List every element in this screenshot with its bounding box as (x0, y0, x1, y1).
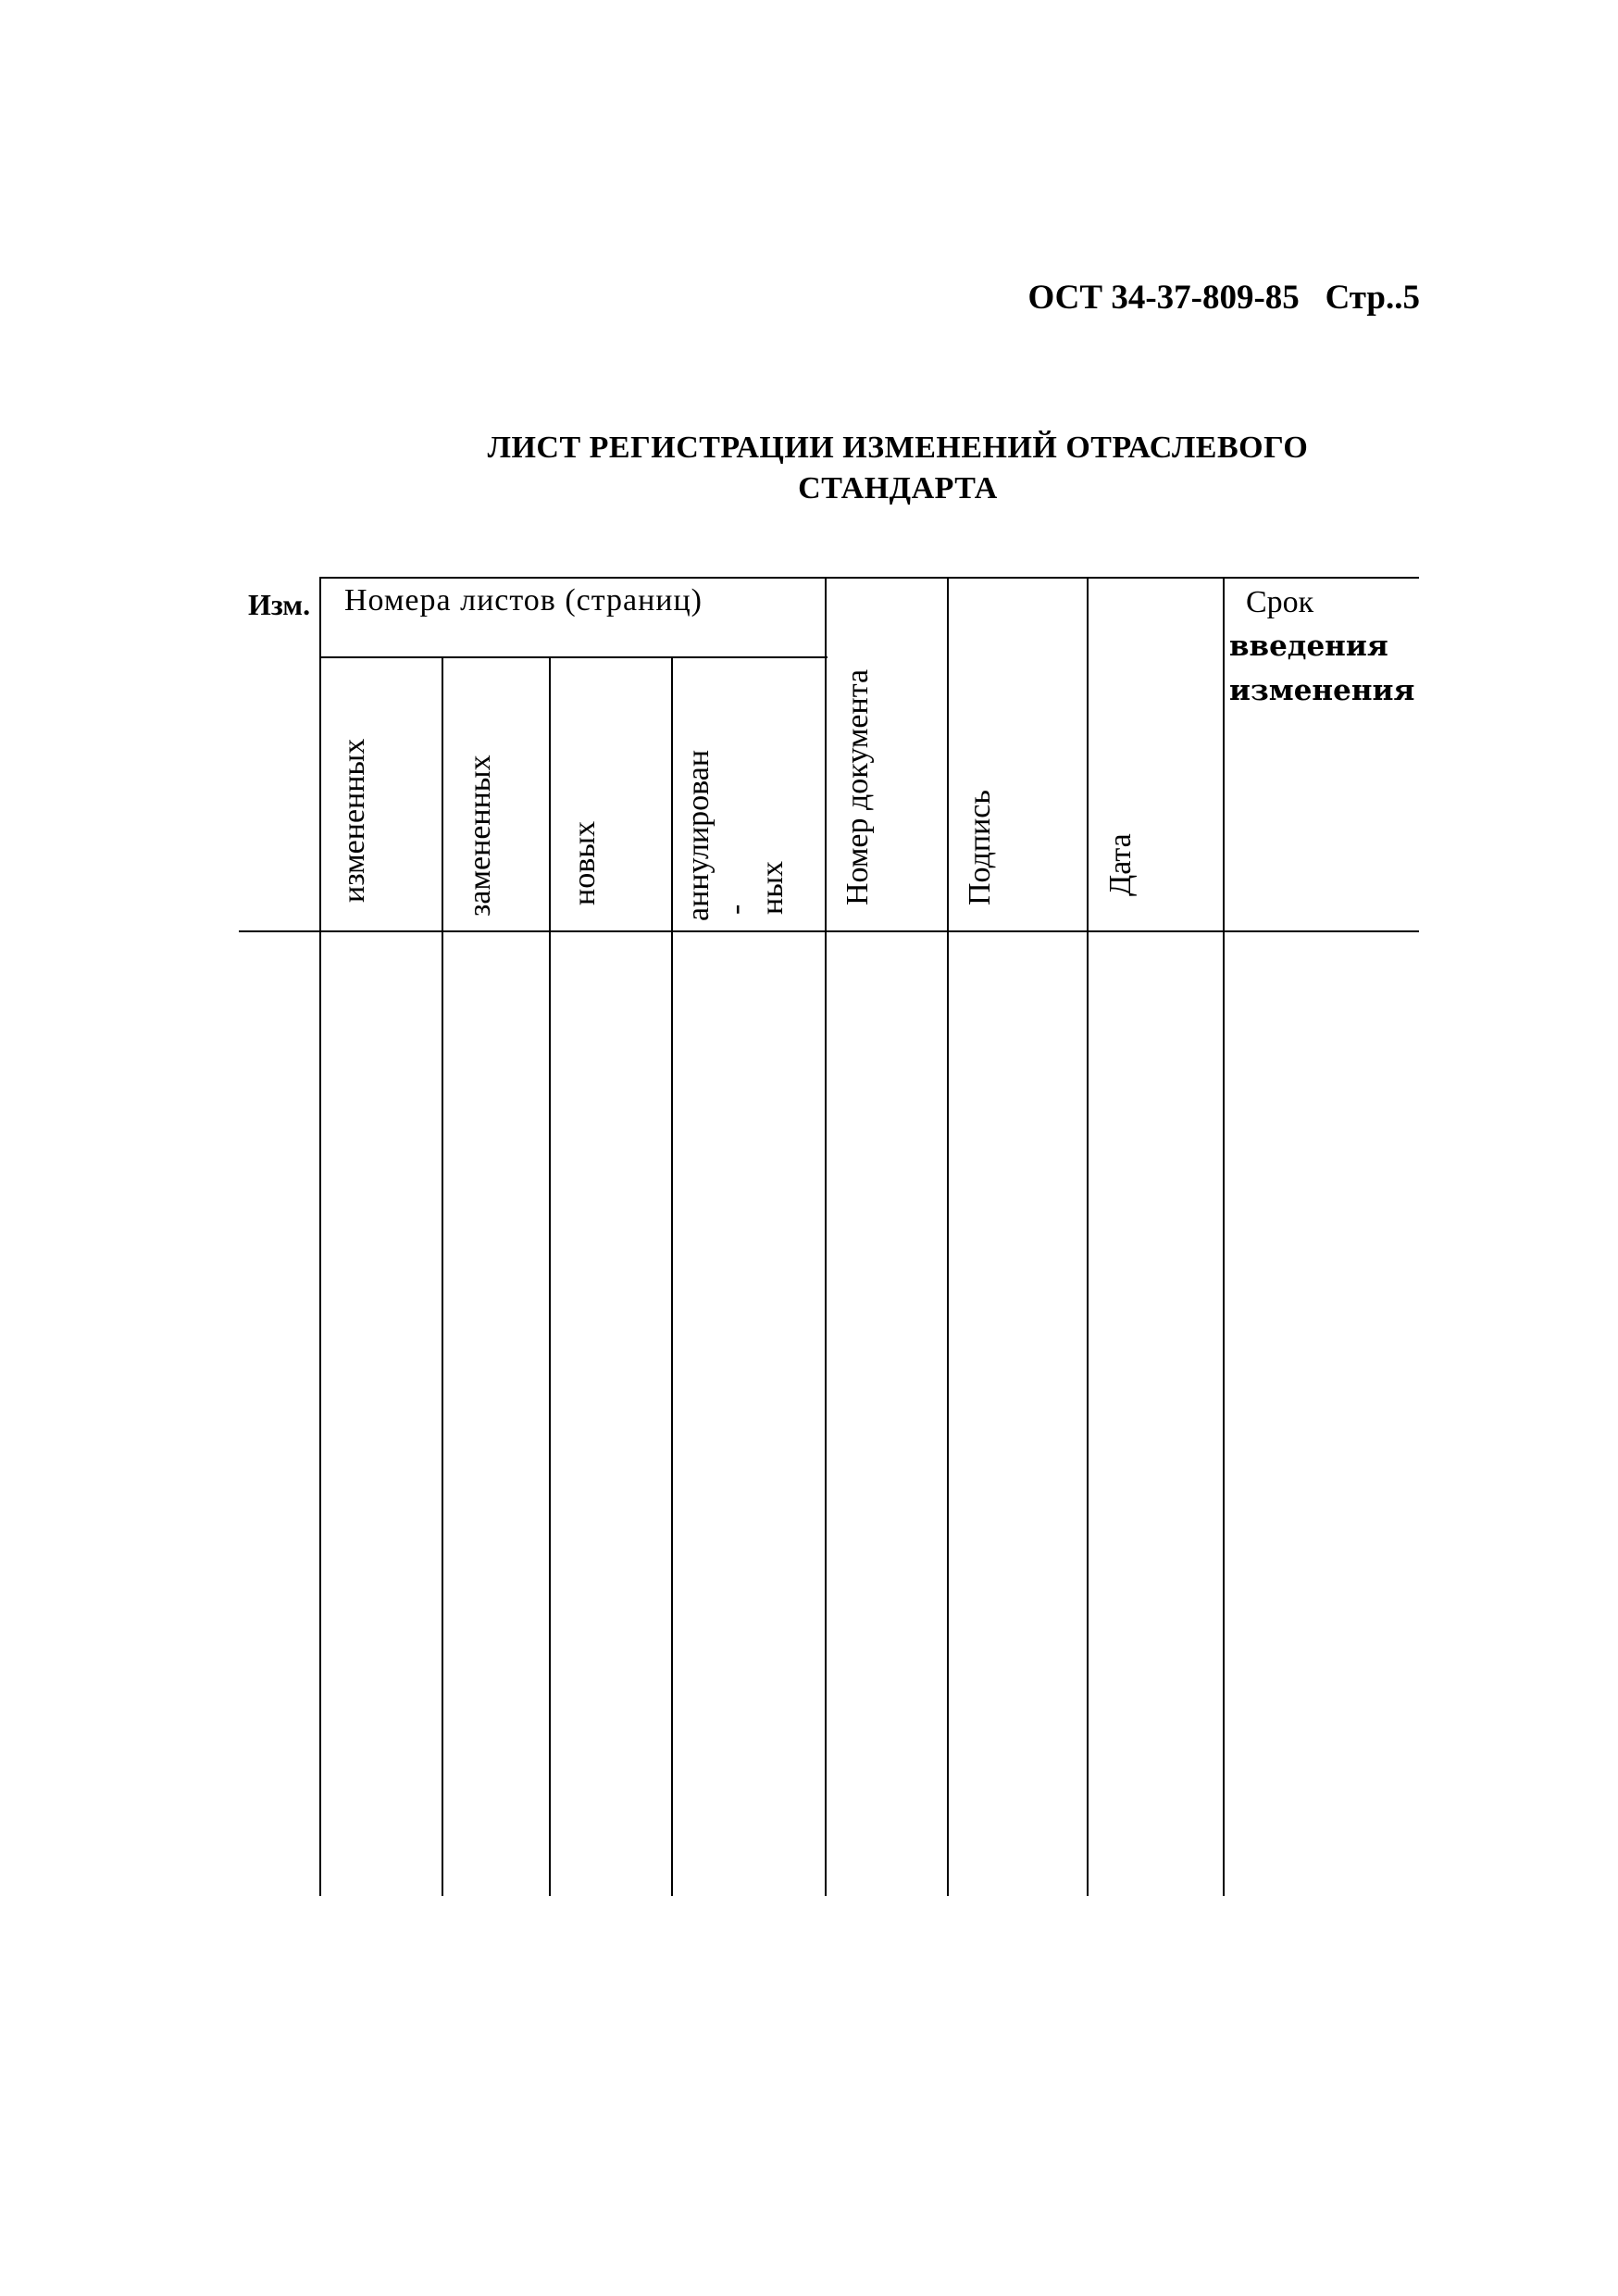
col-header-term-line2: введения (1229, 630, 1388, 663)
subheader-annulled-line1: аннулирован (681, 749, 716, 921)
col-header-signature: Подпись (963, 790, 997, 905)
standard-code: ОСТ 34-37-809-85 (1027, 279, 1300, 317)
col-divider-4 (671, 656, 673, 1896)
col-divider-8 (1223, 577, 1225, 1896)
col-divider-3 (549, 656, 551, 1896)
col-header-doc-number: Номер документа (840, 668, 875, 905)
col-divider-1 (319, 577, 321, 1896)
col-divider-5 (825, 577, 827, 1896)
page-number: Стр..5 (1325, 279, 1420, 317)
subheader-replaced: замененных (463, 755, 497, 917)
sheets-group-divider (320, 656, 828, 658)
col-divider-6 (947, 577, 949, 1896)
subheader-changed: измененных (337, 738, 371, 903)
document-code-header (1027, 278, 1420, 318)
group-header-sheets: Номера листов (страниц) (344, 583, 703, 618)
col-divider-2 (442, 656, 443, 1896)
subheader-annulled-line2: - (718, 904, 753, 915)
col-header-izm: Изм. (248, 588, 311, 621)
col-header-date: Дата (1103, 833, 1138, 896)
subheader-new: новых (567, 820, 602, 905)
table-top-border (320, 577, 1419, 579)
title-line-1: ЛИСТ РЕГИСТРАЦИИ ИЗМЕНЕНИЙ ОТРАСЛЕВОГО (487, 430, 1309, 465)
col-header-term-line3: изменения (1229, 674, 1415, 707)
page-title (389, 428, 1407, 509)
subheader-annulled-line3: ных (755, 860, 790, 915)
header-bottom-border (239, 930, 1419, 932)
title-line-2: СТАНДАРТА (798, 471, 998, 506)
col-divider-7 (1087, 577, 1089, 1896)
col-header-term-line1: Срок (1246, 585, 1314, 619)
